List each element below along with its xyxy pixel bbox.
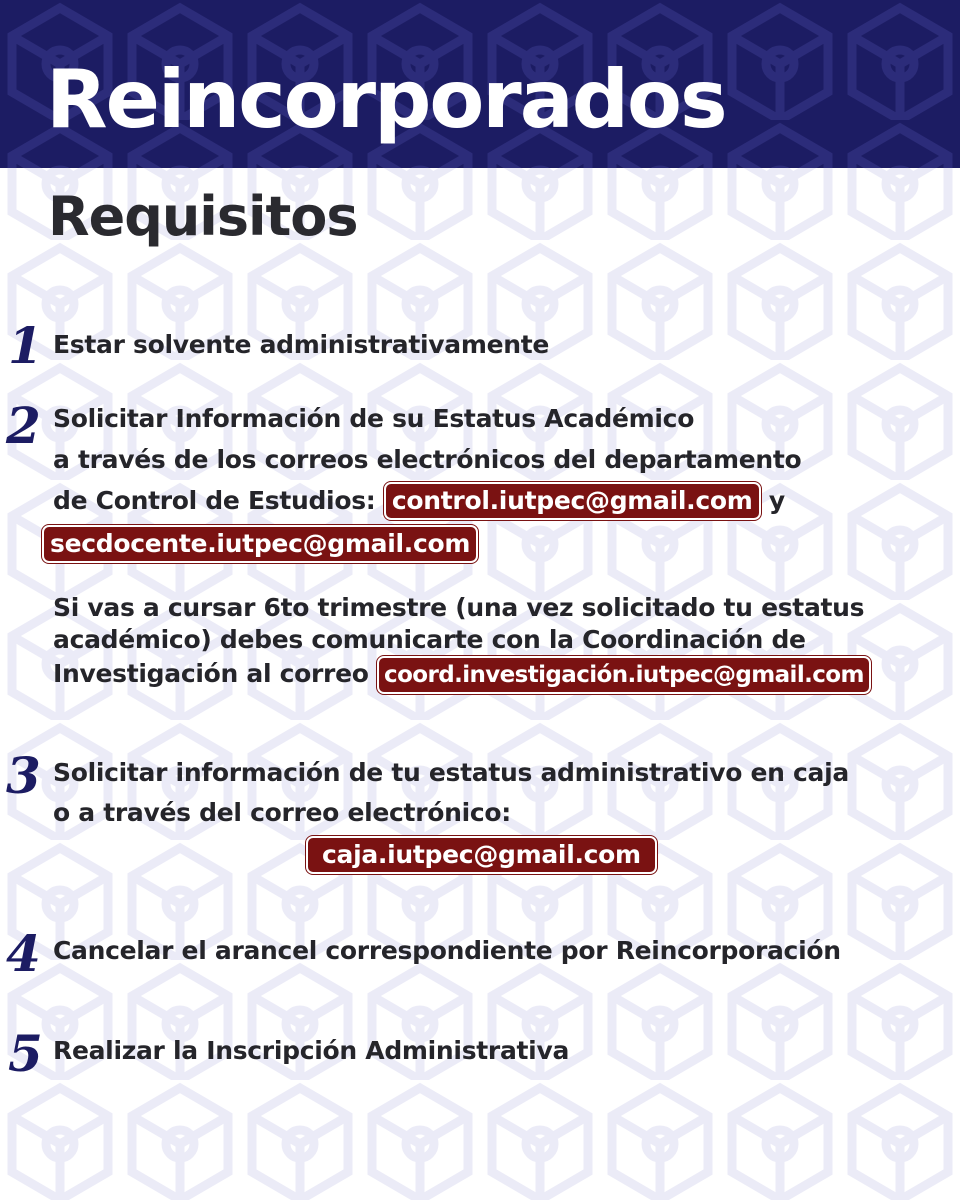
email-caja-link[interactable]: caja.iutpec@gmail.com — [306, 836, 657, 874]
step-number-2: 2 — [6, 396, 41, 455]
step-1-text: Estar solvente administrativamente — [53, 330, 550, 359]
step-2-line-2: a través de los correos electrónicos del departamento — [53, 445, 802, 474]
step-3-line-3 — [306, 836, 657, 874]
step-2-line-3-text: de Control de Estudios: — [53, 486, 376, 515]
step-number-1: 1 — [8, 316, 43, 375]
step-3-line-1: Solicitar información de tu estatus administrativo en caja — [53, 758, 849, 787]
email-coord-link[interactable]: coord.investigación.iutpec@gmail.com — [377, 656, 871, 694]
page-subtitle: Requisitos — [48, 185, 358, 248]
step-number-4: 4 — [6, 924, 41, 983]
email-control-link[interactable]: control.iutpec@gmail.com — [384, 482, 761, 520]
step-2-note-line-3 — [53, 656, 871, 694]
email-secdocente-link[interactable]: secdocente.iutpec@gmail.com — [42, 525, 478, 563]
step-2-line-1: Solicitar Información de su Estatus Académico — [53, 404, 695, 433]
step-2-note-line-3-text: Investigación al correo — [53, 659, 369, 688]
step-number-5: 5 — [8, 1024, 43, 1083]
step-2-line-4 — [42, 525, 478, 563]
step-2-note-line-1: Si vas a cursar 6to trimestre (una vez solicitado tu estatus — [53, 593, 865, 622]
step-4-text: Cancelar el arancel correspondiente por Reincorporación — [53, 936, 841, 965]
step-number-3: 3 — [6, 746, 41, 805]
step-2-line-3 — [53, 482, 785, 520]
step-3-line-2: o a través del correo electrónico: — [53, 798, 511, 827]
conjunction-text: y — [768, 486, 785, 515]
page-title: Reincorporados — [46, 53, 726, 146]
step-2-note-line-2: académico) debes comunicarte con la Coordinación de — [53, 625, 806, 654]
step-5-text: Realizar la Inscripción Administrativa — [53, 1036, 570, 1065]
